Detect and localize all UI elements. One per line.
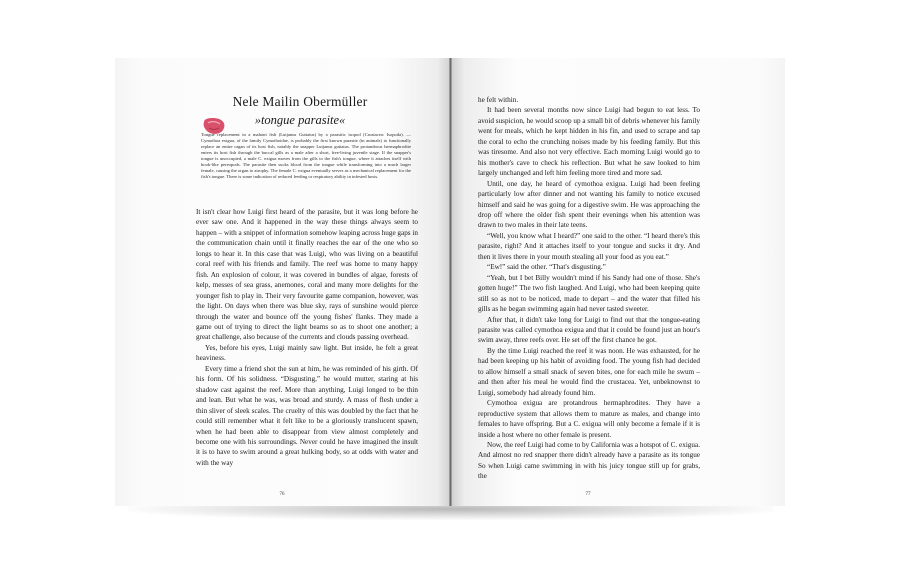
paragraph: By the time Luigi reached the reef it was noon. He was exhausted, for he had been keeping up his habit of avoiding food. The young fish had decided to allow himself a small snack of seven bites, one for each mile he swum – and then after his meal he would find the crustacea. Yet, unbeknownst to Luigi, somebody had already found him.: [478, 346, 700, 397]
right-page: [451, 58, 785, 506]
page-number-left: 76: [279, 492, 285, 497]
paragraph: Cymothoa exigua are protandrous hermaphrodites. They have a reproductive system that allows them to mature as males, and change into females to have offspring. But a C. exigua will only become a female if it is inside a host where no other female is present.: [478, 399, 700, 439]
page-number-right: 77: [585, 492, 591, 497]
paragraph: “Well, you know what I heard?” one said to the other. “I heard there's this parasite, right? And it attaches itself to your tongue and sucks it dry. And then it lives there in your mouth stealing all your food as you eat.”: [478, 231, 700, 261]
abstract-text: Tongue replacement in a mahoni fish (Lutjanus Guttatus) by a parasitic isopod (Crustacea: Isopoda). — Cymothoa exigua, of the family Cymothoidae, is probably the first known parasite (in animals) to functionally replace an entire organ of its host fish, notably the snapper Lutjanus guttatus. The protandrous hermaphrodite enters its host fish through the buccal gills as a male after a short, free-living juvenile stage. If the snapper's tongue is unoccupied, a male C. exigua moves from the gills to the fish's tongue, where it attaches itself with hook-like pereopods. The parasite then sucks blood from the tongue while transforming into a much larger female, causing the organ to atrophy. The female C. exigua eventually serves as a mechanical replacement for the fish's tongue. There is some indication of reduced feeding or respiratory ability in infested hosts.: [201, 132, 411, 179]
left-page: [115, 58, 451, 506]
paragraph: he felt within.: [478, 96, 519, 104]
paragraph: “Ew!” said the other. “That's disgusting.”: [487, 263, 606, 272]
paragraph: Yes, before his eyes, Luigi mainly saw light. But inside, he felt a great heaviness.: [196, 343, 418, 363]
paragraph: It isn't clear how Luigi first heard of the parasite, but it was long before he ever saw one. And it happened in the way these things always seem to happen – with a snippet of information somehow leaping across huge gaps in the communication chain until it finally reaches the ear of the one who so longs to hear it. In this case that was Luigi, who was living on a beautiful coral reef with his friends and family. The reef was home to many happy fish. An explosion of colour, it was covered in bundles of algae, forests of kelp, messes of sea grass, anemones, coral and many more delights for the younger fish to play in. Their very favourite game companion, however, was the light. On days when there was blue sky, rays of sunshine would pierce through the water and bounce off the young fishes' flanks. They made a game out of trying to direct the light beams so as to shoot one another; a great challenge, also because of the currents and clouds passing overhead.: [196, 208, 418, 342]
story-title: »tongue parasite«: [254, 113, 346, 127]
author-name: Nele Mailin Obermüller: [232, 94, 368, 109]
left-body-text: [196, 207, 418, 468]
paragraph: Now, the reef Luigi had come to by California was a hotspot of C. exigua. And almost no red snapper there didn't already have a parasite as its tongue So when Luigi came swimming in with his juicy tongue still up for grabs, the: [478, 440, 700, 481]
paragraph: Until, one day, he heard of cymothoa exigua. Luigi had been feeling particularly low after dinner and not wanting his family to notice excused himself and said he was going for a digestive swim. He was approaching the drop off where the older fish spent their evenings when his attention was drawn to two males in their late teens.: [478, 179, 700, 230]
paragraph: “Yeah, but I bet Billy wouldn't mind if his Sandy had one of those. She's gotten huge!” The two fish laughed. And Luigi, who had been keeping quite still so as not to be noticed, made to depart – and the water that filled his gills as he began swimming again had never tasted sweeter.: [478, 273, 700, 314]
paragraph: It had been several months now since Luigi had begun to eat less. To avoid suspicion, he would scoop up a small bit of debris whenever his family went for meals, which he kept hidden in his fin, and used to scrape and tap the coral to echo the crunching noises made by his feeding family. But this was tiresome. And also not very effective. Each morning Luigi would go to his mother's cave to check his reflection. But what he saw looked to him largely unchanged and left him feeling more tired and more sad.: [478, 106, 700, 178]
paragraph: Every time a friend shot the sun at him, he was reminded of his girth. Of his form. Of his solidness. “Disgusting,” he would mutter, staring at his shadow cast against the reef. More than anything, Luigi longed to be thin and lean. But what he was, was broad and sturdy. A mass of flesh under a thin sliver of sleek scales. The cruelty of this was doubled by the fact that he could still remember what it felt like to be a gloriously translucent spawn, when he had been able to disappear from view almost completely and become one with his surroundings. Never could he have imagined the insult it is to have to swim around a great hulking body, so at odds with water and with the way: [196, 364, 418, 467]
book-spine: [449, 58, 452, 506]
open-book: [115, 58, 785, 506]
paragraph: After that, it didn't take long for Luigi to find out that the tongue-eating parasite was called cymothoa exigua and that it could be found just an hour's swim away, three reefs over. He set off the first chance he got.: [478, 315, 700, 345]
right-body-text: [478, 95, 700, 482]
